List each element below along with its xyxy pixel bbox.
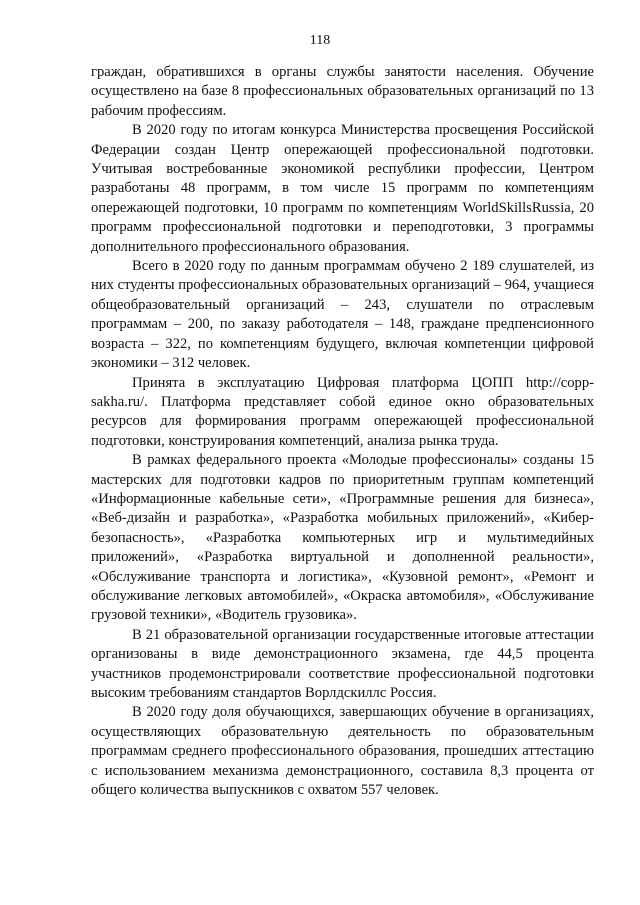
paragraph-young-professionals: В рамках федерального проекта «Молодые профессионалы» созданы 15 мастерских для подготовки кадров по приоритетным группам компетенций «Информационные кабельные сети», «Программные решения для бизнеса», «Веб-дизайн и разработка», «Разработка мобильных приложений», «Кибер-безопасность», «Разработка компьютерных игр и мультимедийных приложений», «Разработка виртуальной и дополненной реальности», «Обслуживание транспорта и логистика», «Кузовной ремонт», «Ремонт и обслуживание легковых автомобилей», «Окраска автомобиля», «Обслуживание грузовой техники», «Водитель грузовика». <box>91 452 594 624</box>
paragraph-continuation: граждан, обратившихся в органы службы занятости населения. Обучение осуществлено на базе 8 профессиональных образовательных организаций по 13 рабочим профессиям. <box>91 64 594 119</box>
document-body <box>91 63 594 800</box>
paragraph-copp-center: В 2020 году по итогам конкурса Министерства просвещения Российской Федерации создан Центр опережающей профессиональной подготовки. Учитывая востребованные экономикой республики профессии, Центром разработаны 48 программ, в том числе 15 программ по компетенциям опережающей подготовки, 10 программ по компетенциям WorldSkillsRussia, 20 программ профессиональной подготовки и переподготовки, 3 программы дополнительного профессионального образования. <box>91 122 594 255</box>
page-number: 118 <box>309 33 331 48</box>
paragraph-demo-exam: В 21 образовательной организации государственные итоговые аттестации организованы в виде демонстрационного экзамена, где 44,5 процента участников продемонстрировали соответствие профессиональной подготовки высоким требованиям стандартов Ворлдскиллс Россия. <box>91 626 594 701</box>
paragraph-digital-platform: Принята в эксплуатацию Цифровая платформа ЦОПП http://copp-sakha.ru/. Платформа представляет собой единое окно образовательных ресурсов для формирования программ опережающей профессиональной подготовки, конструирования компетенций, анализа рынка труда. <box>91 374 594 449</box>
paragraph-graduates-share: В 2020 году доля обучающихся, завершающих обучение в организациях, осуществляющих образовательную деятельность по образовательным программам среднего профессионального образования, прошедших аттестацию с использованием механизма демонстрационного, составила 8,3 процента от общего количества выпускников с охватом 557 человек. <box>91 704 594 799</box>
paragraph-trainees-statistics: Всего в 2020 году по данным программам обучено 2 189 слушателей, из них студенты профессиональных образовательных организаций – 964, учащиеся общеобразовательный организаций – 243, слушатели по отраслевым программам – 200, по заказу работодателя – 148, граждане предпенсионного возраста – 322, по компетенциям будущего, включая компетенции цифровой экономики – 312 человек. <box>91 258 594 372</box>
